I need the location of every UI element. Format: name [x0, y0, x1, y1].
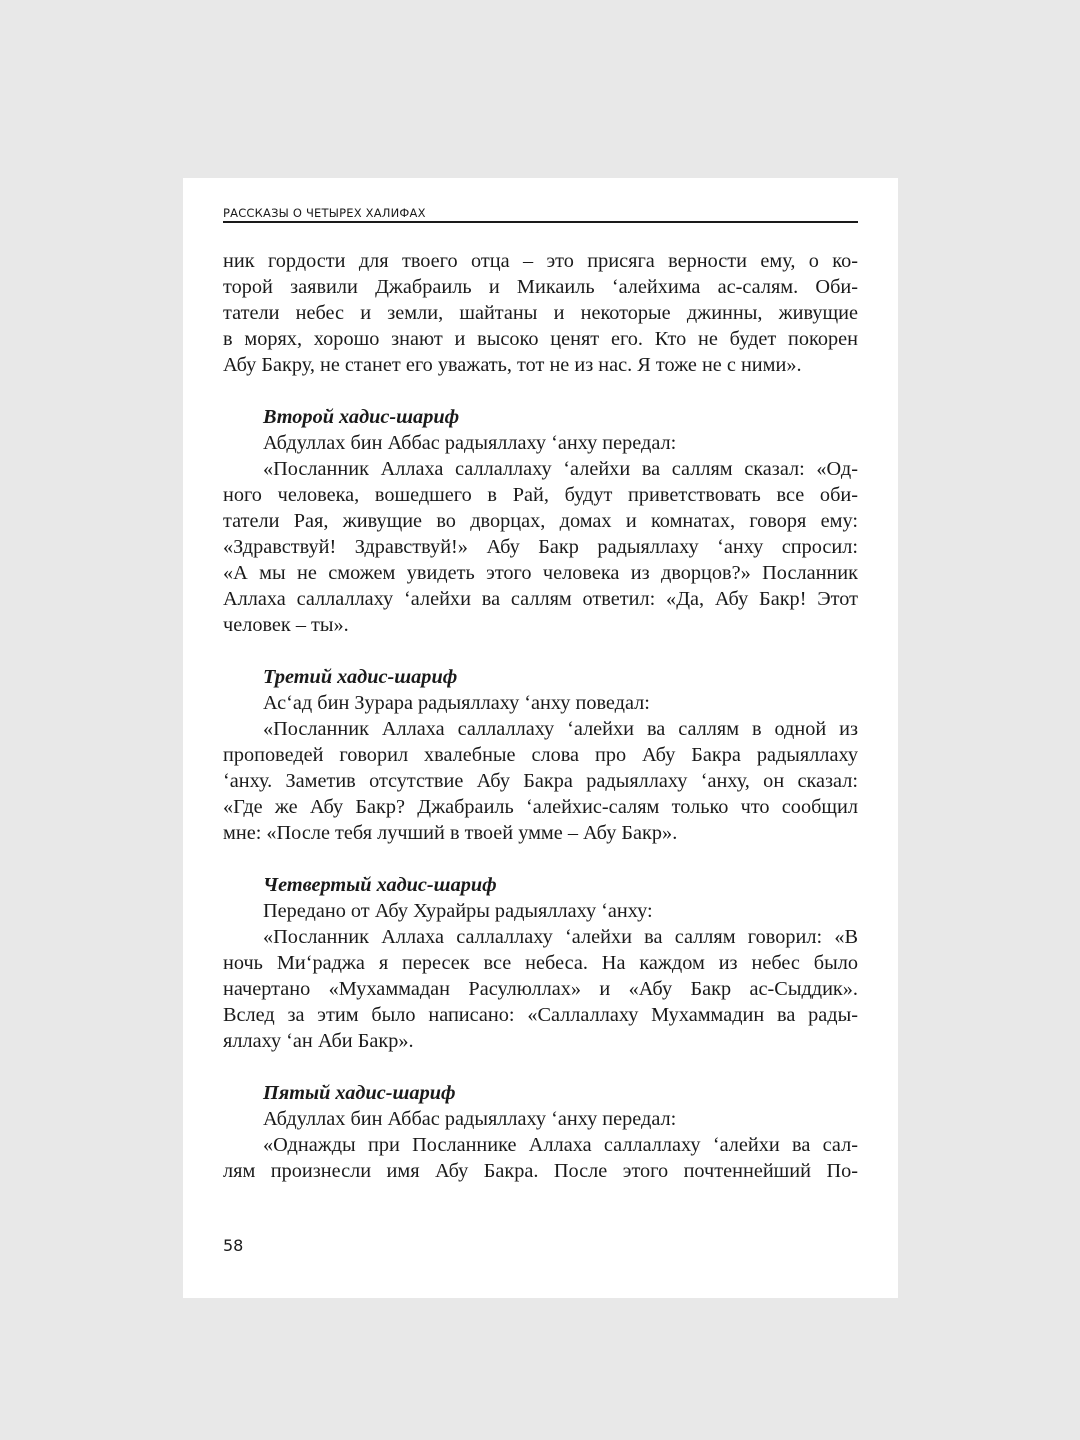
page-body [223, 248, 858, 1184]
hadith-narrator: Абдуллах бин Аббас радыяллаху ʻанху передал: [263, 1108, 677, 1130]
text-line: ночь Миʻраджа я пересек все небеса. На каждом из небес было [223, 952, 858, 974]
text-line: торой заявили Джабраиль и Микаиль ʻалейхима ас-салям. Оби- [223, 276, 858, 298]
text-line: татели Рая, живущие во дворцах, домах и комнатах, говоря ему: [223, 510, 858, 532]
text-line: ʻанху. Заметив отсутствие Абу Бакра радыяллаху ʻанху, он сказал: [223, 770, 858, 792]
hadith-narrator: Передано от Абу Хурайры радыяллаху ʻанху: [263, 900, 653, 922]
text-line: «Однажды при Посланнике Аллаха саллаллаху ʻалейхи ва сал- [263, 1134, 858, 1156]
text-line: человек – ты». [223, 614, 349, 636]
hadith-narrator: Асʻад бин Зурара радыяллаху ʻанху поведал: [263, 692, 650, 714]
text-line: «Посланник Аллаха саллаллаху ʻалейхи ва саллям говорил: «В [263, 926, 858, 948]
hadith-heading: Второй хадис-шариф [263, 406, 460, 428]
hadith-heading: Пятый хадис-шариф [263, 1082, 456, 1104]
text-line: «Посланник Аллаха саллаллаху ʻалейхи ва саллям в одной из [263, 718, 858, 740]
text-line: «А мы не сможем увидеть этого человека из дворцов?» Посланник [223, 562, 858, 584]
book-page [183, 178, 898, 1298]
text-line: в морях, хорошо знают и высоко ценят его. Кто не будет покорен [223, 328, 858, 350]
text-line: мне: «После тебя лучший в твоей умме – Абу Бакр». [223, 822, 678, 844]
page-number: 58 [223, 1236, 244, 1255]
text-line: начертано «Мухаммадан Расулюллах» и «Абу Бакр ас-Сыддик». [223, 978, 858, 1000]
text-line: ник гордости для твоего отца – это присяга верности ему, о ко- [223, 250, 858, 272]
header-rule [223, 221, 858, 223]
text-line: «Здравствуй! Здравствуй!» Абу Бакр радыяллаху ʻанху спросил: [223, 536, 858, 558]
text-line: лям произнесли имя Абу Бакра. После этого почтеннейший По- [223, 1160, 858, 1182]
text-line: яллаху ʻан Аби Бакр». [223, 1030, 414, 1052]
running-head: РАССКАЗЫ О ЧЕТЫРЕХ ХАЛИФАХ [223, 206, 426, 220]
text-line: «Посланник Аллаха саллаллаху ʻалейхи ва саллям сказал: «Од- [263, 458, 858, 480]
hadith-heading: Третий хадис-шариф [263, 666, 458, 688]
text-line: Вслед за этим было написано: «Саллаллаху Мухаммадин ва рады- [223, 1004, 858, 1026]
hadith-narrator: Абдуллах бин Аббас радыяллаху ʻанху передал: [263, 432, 677, 454]
text-line: татели небес и земли, шайтаны и некоторые джинны, живущие [223, 302, 858, 324]
text-line: Аллаха саллаллаху ʻалейхи ва саллям ответил: «Да, Абу Бакр! Этот [223, 588, 858, 610]
text-line: ного человека, вошедшего в Рай, будут приветствовать все оби- [223, 484, 858, 506]
text-line: «Где же Абу Бакр? Джабраиль ʻалейхис-салям только что сообщил [223, 796, 858, 818]
hadith-heading: Четвертый хадис-шариф [263, 874, 497, 896]
text-line: проповедей говорил хвалебные слова про Абу Бакра радыяллаху [223, 744, 858, 766]
text-line: Абу Бакру, не станет его уважать, тот не из нас. Я тоже не с ними». [223, 354, 802, 376]
